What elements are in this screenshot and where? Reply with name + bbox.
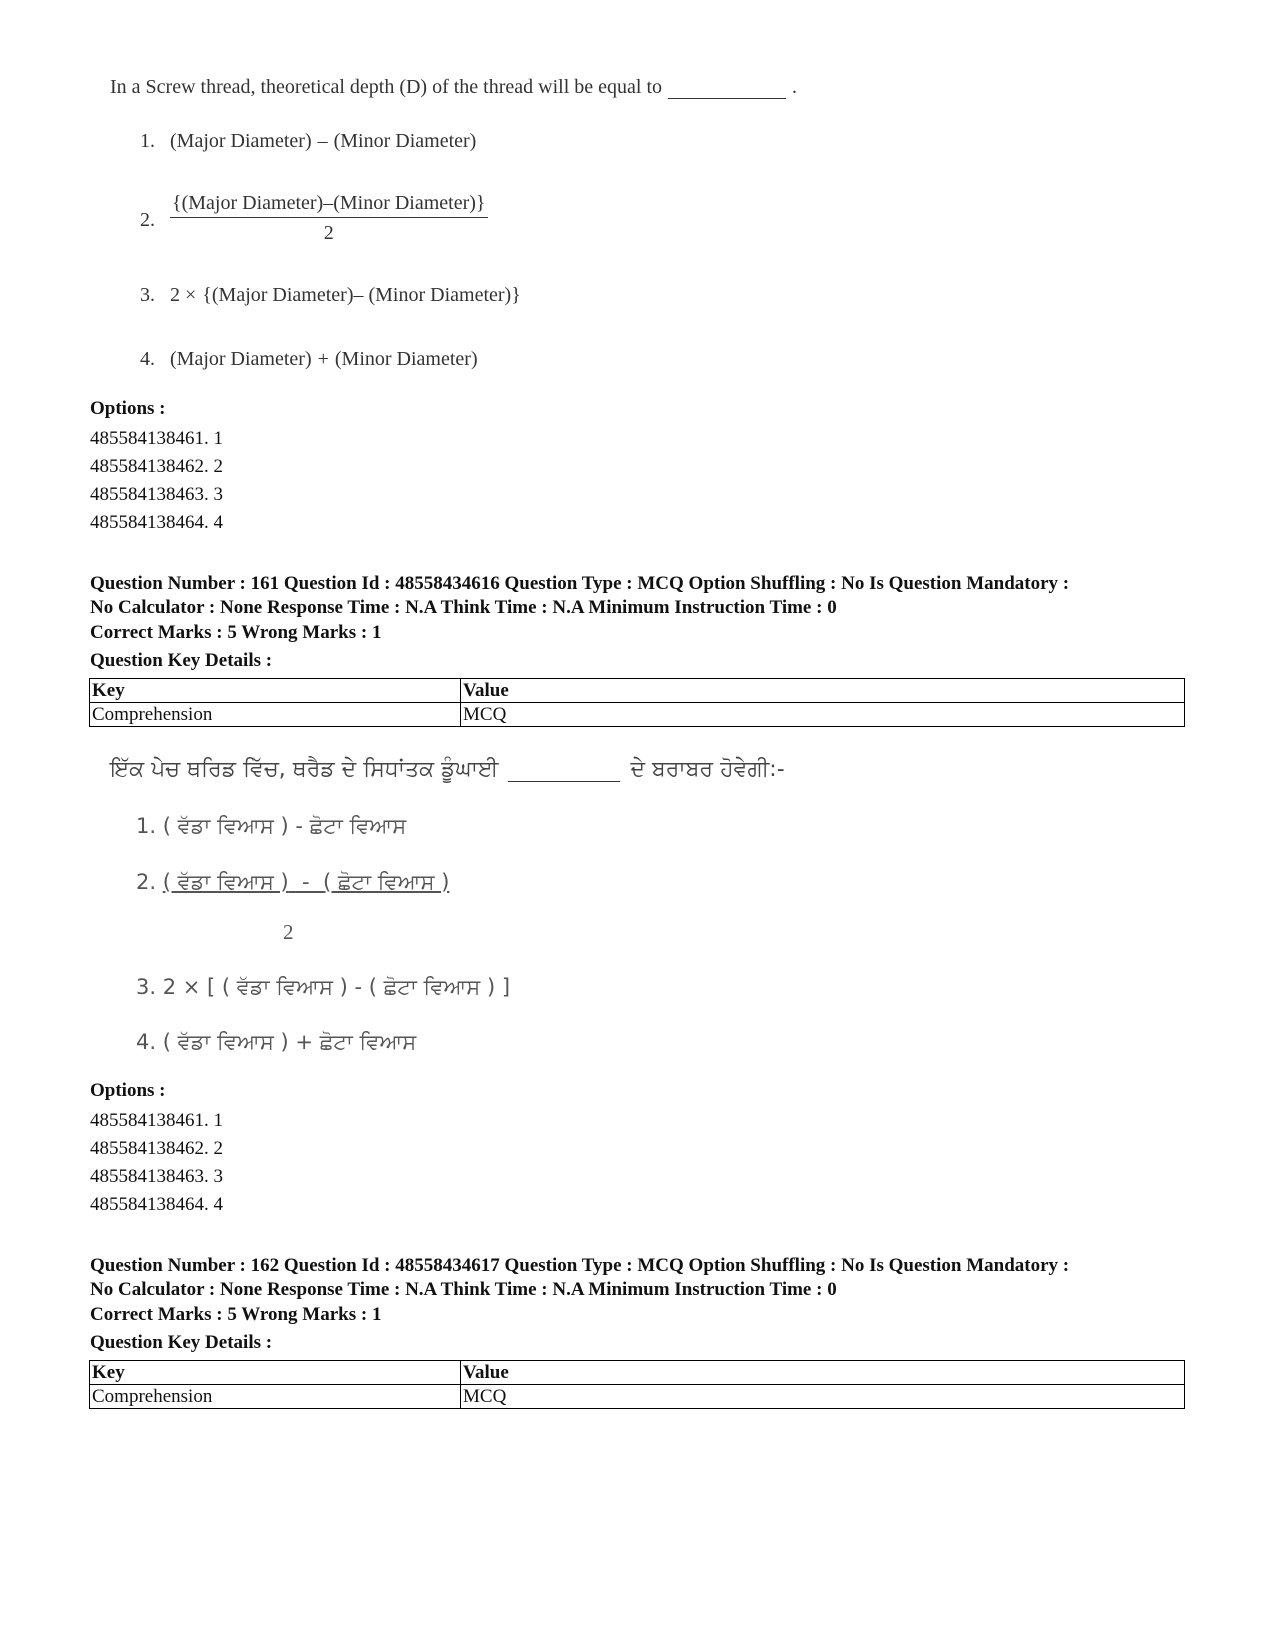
table-header-value: Value <box>461 679 1185 703</box>
choice-2-denominator: 2 <box>283 920 294 944</box>
option-item: 485584138461. 1 <box>90 428 223 449</box>
question-meta-line: Question Number : 162 Question Id : 48558434617 Question Type : MCQ Option Shuffling : No Is Question Mandatory : <box>90 1255 1070 1276</box>
option-item: 485584138464. 4 <box>90 1194 223 1215</box>
marks: Correct Marks : 5 Wrong Marks : 1 <box>90 622 382 643</box>
choice-3 <box>140 284 521 307</box>
fraction-numerator: {(Major Diameter)–(Minor Diameter)} <box>170 192 488 218</box>
choice-term-a: (Major Diameter) <box>170 130 312 152</box>
choice-term-b: (Minor Diameter) <box>333 130 477 152</box>
question-stem-part-a: ਇੱਕ ਪੇਚ ਥਰਿਡ ਵਿੱਚ, ਥਰੈਡ ਦੇ ਸਿਧਾਂਤਕ ਡੂੰਘਾਈ <box>110 757 499 782</box>
table-cell-key: Comprehension <box>90 703 461 727</box>
choice-number: 2. <box>140 209 155 231</box>
question-meta-line: No Calculator : None Response Time : N.A Think Time : N.A Minimum Instruction Time : 0 <box>90 597 837 618</box>
choice-number: 2. <box>136 870 157 894</box>
choice-operator: – <box>317 130 328 152</box>
choice-4: 4. ( ਵੱਡਾ ਵਿਆਸ ) + ਛੋਟਾ ਵਿਆਸ <box>136 1030 417 1054</box>
options-list <box>90 1107 223 1219</box>
choice-number: 3. <box>140 284 155 306</box>
choice-term-b: ( ਛੋਟਾ ਵਿਆਸ ) <box>322 870 450 894</box>
question-meta <box>90 572 1190 620</box>
option-item: 485584138464. 4 <box>90 512 223 533</box>
options-label: Options : <box>90 1080 166 1101</box>
choice-1: 1. ( ਵੱਡਾ ਵਿਆਸ ) - ਛੋਟਾ ਵਿਆਸ <box>136 814 407 838</box>
question-meta-line: Question Number : 161 Question Id : 48558434616 Question Type : MCQ Option Shuffling : No Is Question Mandatory : <box>90 573 1070 594</box>
choice-4 <box>140 348 478 371</box>
fraction-denominator: 2 <box>323 222 334 244</box>
choice-term-a: ( ਵੱਡਾ ਵਿਆਸ ) <box>162 870 289 894</box>
table-row <box>90 1361 1185 1385</box>
choice-expression: {(Major Diameter)– (Minor Diameter)} <box>202 284 521 306</box>
table-cell-value: MCQ <box>461 1385 1185 1409</box>
choice-prefix: 2 × <box>170 284 197 306</box>
marks: Correct Marks : 5 Wrong Marks : 1 <box>90 1304 382 1325</box>
options-label: Options : <box>90 398 166 419</box>
choice-2 <box>136 870 449 895</box>
question-stem-end: . <box>792 76 798 98</box>
option-item: 485584138463. 3 <box>90 1166 223 1187</box>
question-stem <box>110 76 797 99</box>
table-header-key: Key <box>90 1361 461 1385</box>
choice-3: 3. 2 × [ ( ਵੱਡਾ ਵਿਆਸ ) - ( ਛੋਟਾ ਵਿਆਸ ) ] <box>136 975 511 999</box>
question-meta <box>90 1254 1190 1302</box>
option-item: 485584138462. 2 <box>90 456 223 477</box>
key-details-table <box>89 678 1185 727</box>
table-header-value: Value <box>461 1361 1185 1385</box>
key-details-table <box>89 1360 1185 1409</box>
question-meta-line: No Calculator : None Response Time : N.A Think Time : N.A Minimum Instruction Time : 0 <box>90 1279 837 1300</box>
question-stem-text: In a Screw thread, theoretical depth (D) of the thread will be equal to <box>110 76 663 98</box>
table-cell-key: Comprehension <box>90 1385 461 1409</box>
choice-term-a: (Major Diameter) <box>170 348 312 370</box>
option-item: 485584138462. 2 <box>90 1138 223 1159</box>
table-cell-value: MCQ <box>461 703 1185 727</box>
option-item: 485584138463. 3 <box>90 484 223 505</box>
question-stem-punjabi <box>110 757 785 782</box>
options-list <box>90 425 223 537</box>
choice-number: 4. <box>140 348 155 370</box>
choice-operator: + <box>317 348 329 370</box>
table-header-key: Key <box>90 679 461 703</box>
table-row <box>90 1385 1185 1409</box>
option-item: 485584138461. 1 <box>90 1110 223 1131</box>
answer-blank <box>508 781 620 782</box>
choice-operator: - <box>288 870 323 894</box>
choice-term-b: (Minor Diameter) <box>334 348 478 370</box>
question-stem-part-b: ਦੇ ਬਰਾਬਰ ਹੋਵੇਗੀ:- <box>630 757 785 782</box>
table-row <box>90 703 1185 727</box>
fraction <box>170 192 488 245</box>
key-details-label: Question Key Details : <box>90 1332 273 1353</box>
choice-1 <box>140 130 476 153</box>
answer-blank <box>668 98 786 99</box>
choice-number: 1. <box>140 130 155 152</box>
key-details-label: Question Key Details : <box>90 650 273 671</box>
table-row <box>90 679 1185 703</box>
choice-2 <box>140 192 488 245</box>
